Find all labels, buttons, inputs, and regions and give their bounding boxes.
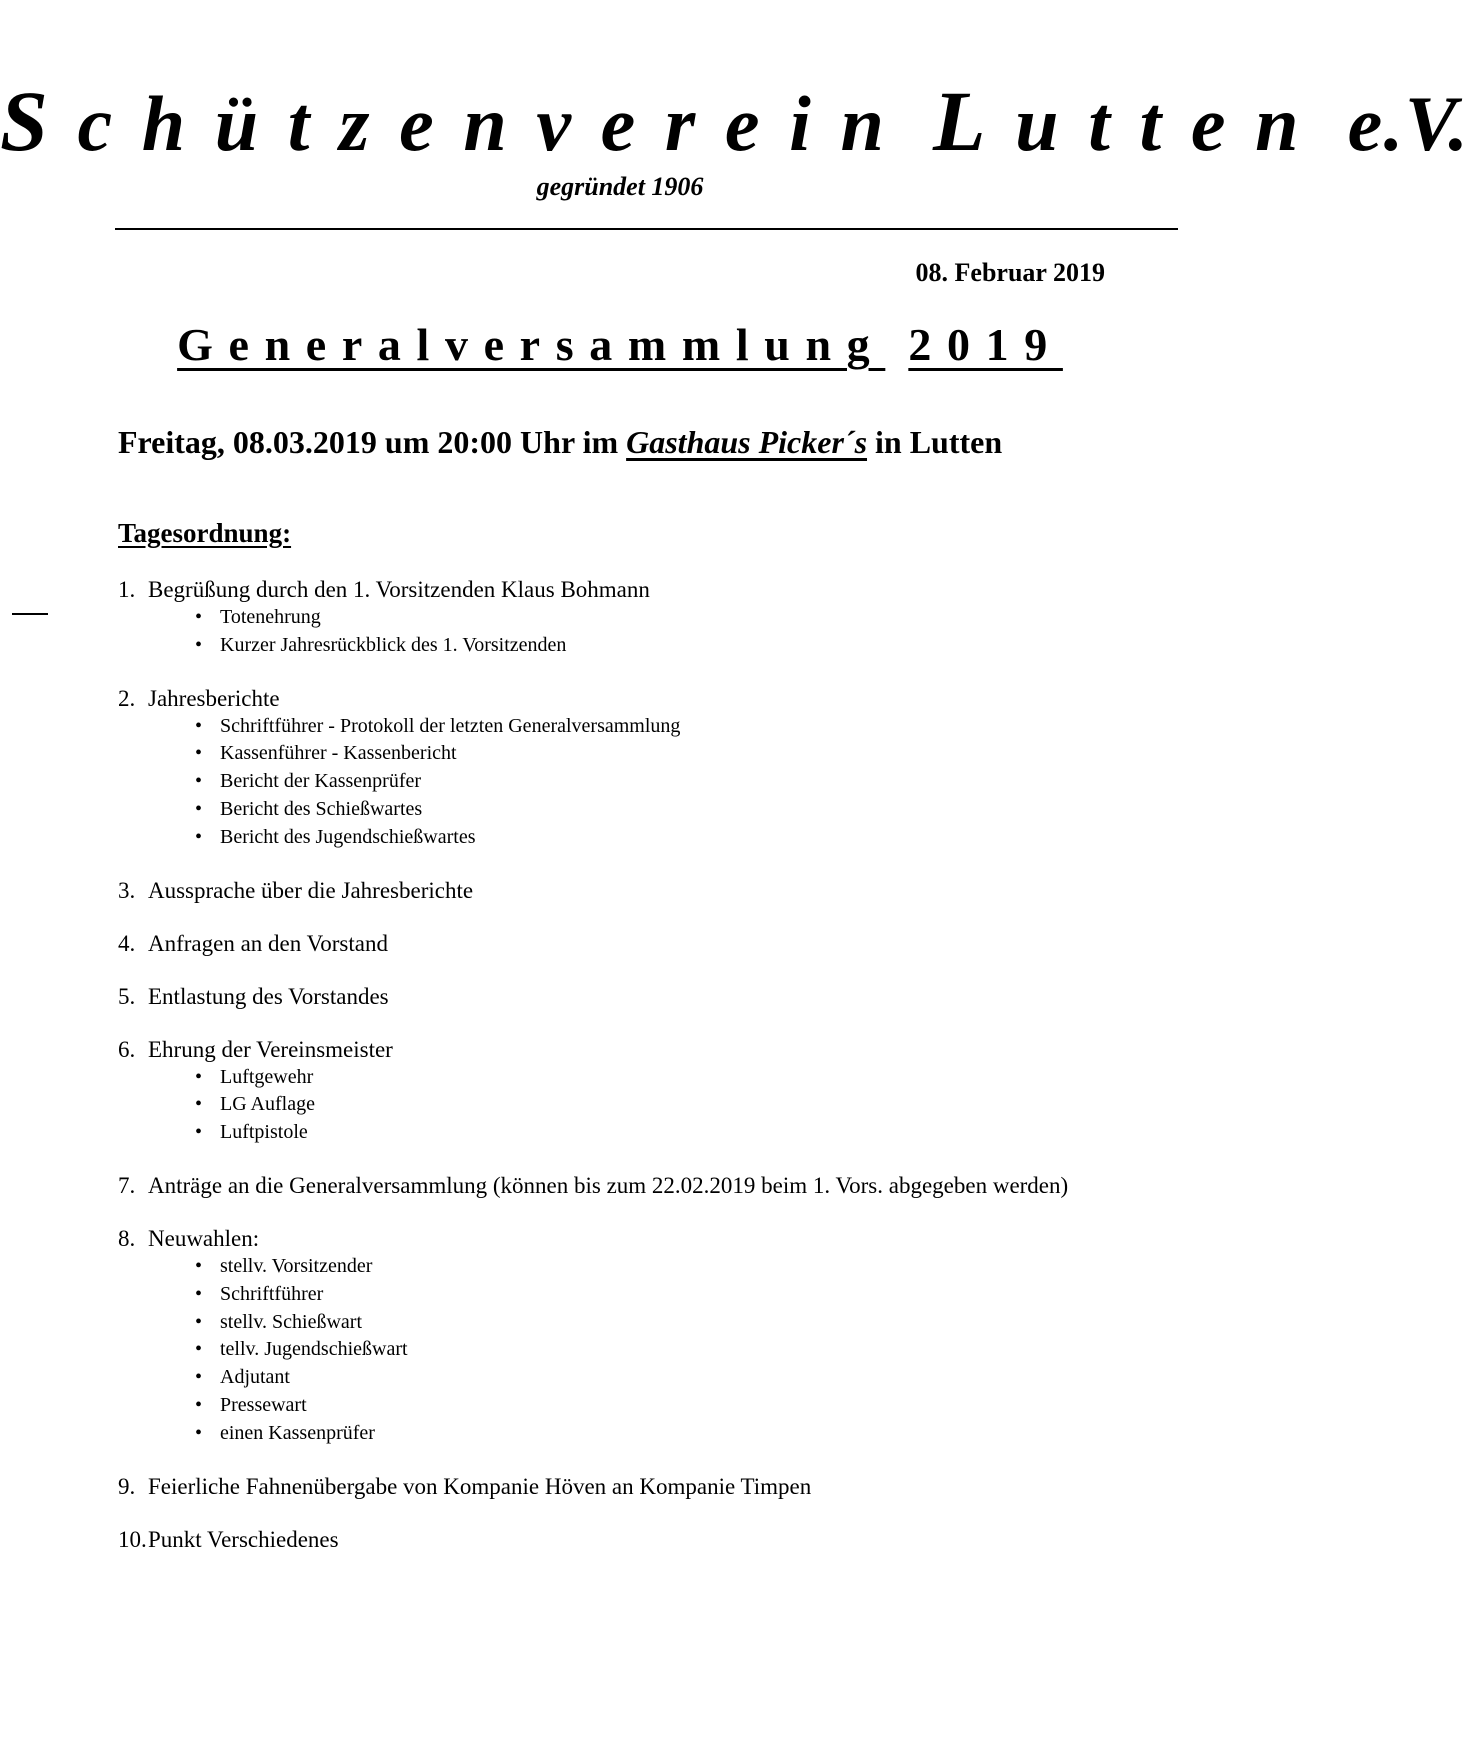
bullet-icon: •: [195, 1282, 203, 1305]
bullet-icon: •: [195, 1093, 203, 1116]
bullet-icon: •: [195, 714, 203, 737]
agenda-item-number: 10.: [118, 1526, 147, 1552]
club-name-word2-rest: utten: [1015, 80, 1329, 167]
bullet-icon: •: [195, 797, 203, 820]
agenda-item: [118, 983, 1198, 1011]
agenda-item-line: [118, 1036, 1198, 1064]
meeting-line: [118, 424, 1002, 461]
agenda-subitem: [118, 796, 1198, 824]
agenda-subitem-text: Pressewart: [220, 1393, 307, 1416]
agenda-subitem: [118, 1119, 1198, 1147]
bullet-icon: •: [195, 825, 203, 848]
agenda-item-text: Anträge an die Generalversammlung (können bis zum 22.02.2019 beim 1. Vors. abgegeben werden): [148, 1172, 1069, 1198]
title-year: 2019: [908, 319, 1063, 370]
agenda-item-line: [118, 685, 1198, 713]
agenda-item-number: 9.: [118, 1473, 136, 1499]
agenda-subitem: [118, 632, 1198, 660]
agenda-subitem: [118, 604, 1198, 632]
agenda-subitem: [118, 1309, 1198, 1337]
agenda-item-line: [118, 877, 1198, 905]
agenda-subitem-text: Totenehrung: [220, 606, 321, 628]
bullet-icon: •: [195, 1121, 203, 1144]
bullet-icon: •: [195, 1366, 203, 1389]
agenda-subitem-text: Luftgewehr: [220, 1065, 314, 1088]
agenda-subitem: [118, 1420, 1198, 1448]
agenda-subitem-list: [118, 604, 1198, 660]
agenda-subitem-text: einen Kassenprüfer: [220, 1421, 375, 1444]
agenda-item-line: [118, 1473, 1198, 1501]
bullet-icon: •: [195, 1338, 203, 1361]
agenda-item-text: Punkt Verschiedenes: [148, 1526, 339, 1552]
agenda-subitem: [118, 1364, 1198, 1392]
agenda-item-number: 2.: [118, 685, 136, 711]
bullet-icon: •: [195, 606, 203, 628]
agenda-item-line: [118, 983, 1198, 1011]
agenda-item-text: Entlastung des Vorstandes: [148, 983, 389, 1009]
agenda-subitem: [118, 1281, 1198, 1309]
agenda-subitem: [118, 768, 1198, 796]
agenda-item-number: 1.: [118, 577, 136, 602]
club-name: [0, 73, 1469, 169]
agenda-item-line: [118, 1526, 1198, 1554]
agenda-subitem: [118, 740, 1198, 768]
agenda-item: [118, 1473, 1198, 1501]
club-name-word2: [932, 73, 1329, 169]
agenda-subitem-text: tellv. Jugendschießwart: [220, 1338, 408, 1361]
agenda-subitem-text: Adjutant: [220, 1366, 290, 1389]
agenda-subitem-text: stellv. Schießwart: [220, 1310, 363, 1333]
agenda-item-number: 8.: [118, 1225, 136, 1251]
agenda-item-number: 6.: [118, 1036, 136, 1062]
agenda-item-number: 3.: [118, 877, 136, 903]
club-name-word1-rest: chützenverein: [77, 80, 914, 167]
bullet-icon: •: [195, 742, 203, 765]
agenda-subitem: [118, 824, 1198, 852]
agenda-item-text: Aussprache über die Jahresberichte: [148, 877, 474, 903]
agenda-item: [118, 877, 1198, 905]
agenda-subitem-text: LG Auflage: [220, 1093, 315, 1116]
agenda-item-text: Feierliche Fahnenübergabe von Kompanie Höven an Kompanie Timpen: [148, 1473, 812, 1499]
agenda-item-line: [118, 1225, 1198, 1253]
agenda-subitem-text: Kurzer Jahresrückblick des 1. Vorsitzenden: [220, 633, 567, 656]
agenda-subitem-text: stellv. Vorsitzender: [220, 1254, 373, 1277]
agenda-item-number: 4.: [118, 930, 136, 956]
bullet-icon: •: [195, 1393, 203, 1416]
agenda-heading: Tagesordnung:: [118, 518, 292, 548]
founded-line: gegründet 1906: [536, 172, 704, 201]
agenda-subitem-text: Bericht der Kassenprüfer: [220, 770, 422, 793]
agenda-item: [118, 1526, 1198, 1554]
header-divider: [115, 228, 1178, 230]
agenda-subitem-list: [118, 1064, 1198, 1147]
bullet-icon: •: [195, 633, 203, 656]
agenda-subitem-text: Schriftführer - Protokoll der letzten Generalversammlung: [220, 714, 681, 737]
agenda-item-text: Ehrung der Vereinsmeister: [148, 1036, 393, 1062]
meeting-suffix: in Lutten: [867, 424, 1003, 460]
agenda-item-line: [118, 1172, 1198, 1200]
agenda-subitem: [118, 1336, 1198, 1364]
club-name-word3: e.V.: [1347, 80, 1469, 167]
agenda-item: [118, 685, 1198, 852]
meeting-prefix: Freitag, 08.03.2019 um 20:00 Uhr im: [118, 424, 627, 460]
document-date: 08. Februar 2019: [915, 258, 1105, 287]
document-title-underlined: [177, 319, 1063, 370]
agenda-item-text: Anfragen an den Vorstand: [148, 930, 388, 956]
agenda-item: [118, 930, 1198, 958]
agenda-subitem-text: Luftpistole: [220, 1121, 308, 1144]
club-name-word1-initial: S: [0, 73, 78, 169]
meeting-venue: Gasthaus Picker´s: [626, 424, 868, 460]
agenda-subitem: [118, 1091, 1198, 1119]
agenda-subitem-text: Schriftführer: [220, 1282, 324, 1305]
agenda-item-text: Jahresberichte: [148, 685, 280, 711]
document-title: [0, 318, 1240, 371]
agenda-subitem: [118, 713, 1198, 741]
agenda-subitem: [118, 1064, 1198, 1092]
agenda-subitem-text: Bericht des Schießwartes: [220, 797, 423, 820]
agenda-subitem-text: Kassenführer - Kassenbericht: [220, 742, 457, 765]
agenda-item: [118, 576, 1198, 660]
agenda-subitem-list: [118, 1253, 1198, 1448]
agenda-subitem-list: [118, 713, 1198, 852]
agenda-item-number: 5.: [118, 983, 136, 1009]
agenda-item: [118, 1036, 1198, 1147]
agenda-item-text: Neuwahlen:: [148, 1225, 260, 1251]
agenda-subitem-text: Bericht des Jugendschießwartes: [220, 825, 476, 848]
bullet-icon: •: [195, 1310, 203, 1333]
bullet-icon: •: [195, 1421, 203, 1444]
title-text: Generalversammlung: [177, 319, 886, 370]
bullet-icon: •: [195, 1254, 203, 1277]
agenda-item: [118, 1172, 1198, 1200]
margin-fold-mark: [12, 613, 48, 615]
agenda-subitem: [118, 1253, 1198, 1281]
agenda-list: [118, 576, 1198, 1579]
agenda-subitem: [118, 1392, 1198, 1420]
bullet-icon: •: [195, 1065, 203, 1088]
club-name-word1: [0, 73, 914, 169]
agenda-item: [118, 1225, 1198, 1448]
agenda-item-number: 7.: [118, 1172, 136, 1198]
agenda-item-line: [118, 930, 1198, 958]
agenda-item-line: [118, 576, 1198, 604]
club-name-word2-initial: L: [932, 73, 1016, 169]
agenda-item-text: Begrüßung durch den 1. Vorsitzenden Klaus Bohmann: [148, 577, 650, 602]
bullet-icon: •: [195, 770, 203, 793]
